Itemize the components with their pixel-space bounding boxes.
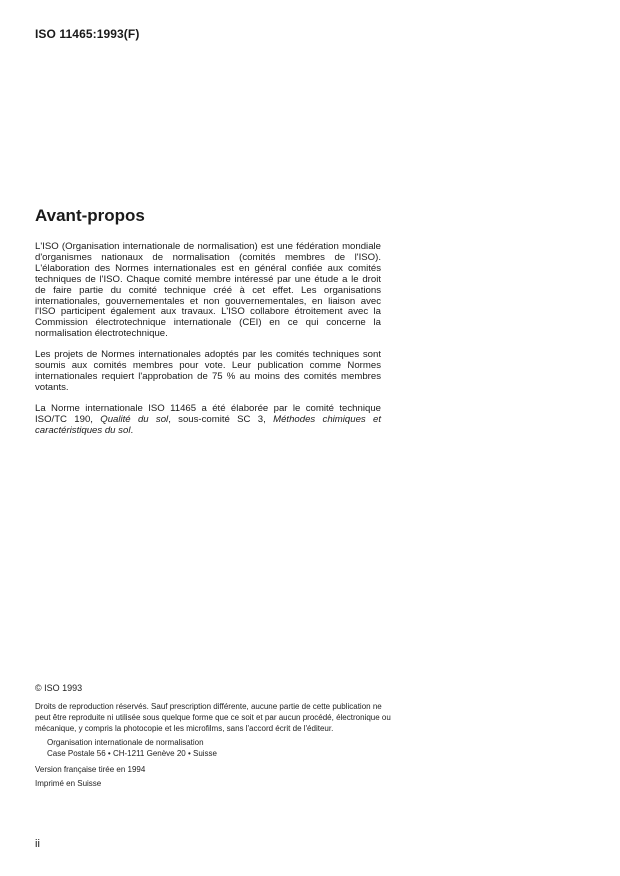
publisher-address — [35, 737, 395, 759]
paragraph-voting: Les projets de Normes internationales adoptés par les comités techniques sont soumis aux comités membres pour vote. Leur publication comme Normes internationales requiert l'approbation de 75 % au moins des comités membres votants. — [35, 349, 381, 393]
committee-name: Qualité du sol — [100, 413, 169, 425]
printed-note: Imprimé en Suisse — [35, 779, 102, 788]
org-address: Case Postale 56 • CH-1211 Genève 20 • Suisse — [47, 749, 217, 758]
page-number: ii — [35, 838, 40, 850]
section-title: Avant-propos — [35, 206, 145, 225]
foreword-body — [35, 242, 381, 447]
edition-note: Version française tirée en 1994 — [35, 765, 146, 774]
committee-text-3: . — [130, 424, 134, 436]
paragraph-committee — [35, 404, 381, 437]
copyright-notice: © ISO 1993 — [35, 683, 83, 693]
footer — [35, 683, 395, 789]
rights-statement: Droits de reproduction réservés. Sauf prescription différente, aucune partie de cette publication ne peut être reproduite ni utilisée sous quelque forme que ce soit et par aucun procédé, électronique ou mécanique, y compris la photocopie et les microfilms, sans l'accord écrit de l'éditeur. — [35, 702, 391, 733]
org-name: Organisation internationale de normalisation — [47, 738, 204, 747]
subcommittee-name: Méthodes chimiques et caractéristiques du sol — [35, 413, 382, 436]
committee-text-2: , sous-comité SC 3, — [168, 413, 274, 425]
document-header: ISO 11465:1993(F) — [35, 27, 140, 41]
paragraph-iso-description: L'ISO (Organisation internationale de normalisation) est une fédération mondiale d'organismes nationaux de normalisation (comités membres de l'ISO). L'élaboration des Normes internationales est en général confiée aux comités techniques de l'ISO. Chaque comité membre intéressé par une étude a le droit de faire partie du comité technique créé à cet effet. Les organisations internationales, gouvernementales et non gouvernementales, en liaison avec l'ISO participent également aux travaux. L'ISO collabore étroitement avec la Commission électrotechnique internationale (CEI) en ce qui concerne la normalisation électrotechnique. — [35, 241, 381, 340]
committee-text-1: La Norme internationale ISO 11465 a été élaborée par le comité technique ISO/TC 190, — [35, 402, 381, 425]
